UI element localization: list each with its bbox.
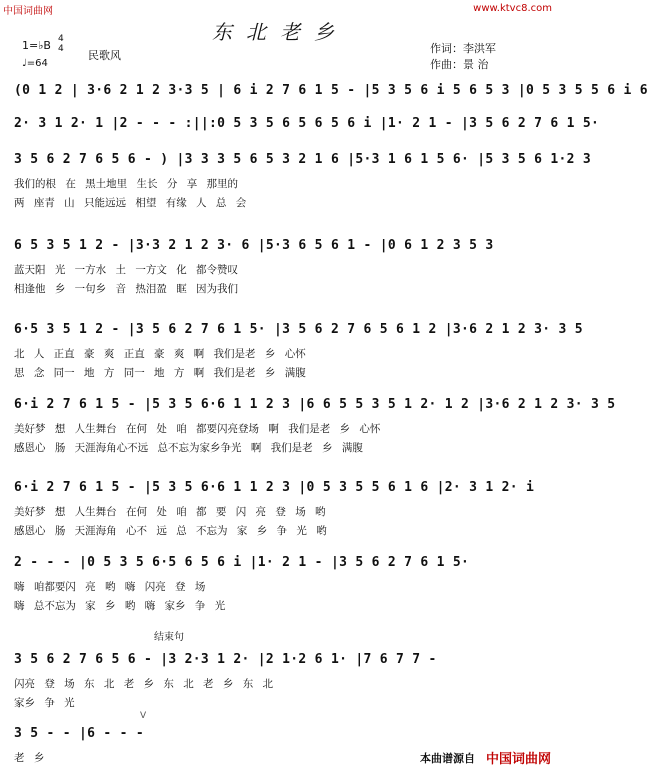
lyricist-credit: 作词：李洪军 <box>430 42 496 55</box>
music-line-9: 3 5 6 2 7 6 5 6 - |3 2·3 1 2· |2 1·2 6 1· |7 6 7 7 - <box>14 652 437 667</box>
score-title: 东北老乡 <box>212 20 348 44</box>
lyric-line-7-1: 美好梦 想 人生舞台 在何 处 咱 都 要 闪 亮 登 场 哟 <box>14 506 326 518</box>
lyric-line-4-1: 蓝天阳 光 一方水 土 一方文 化 都令赞叹 <box>14 264 239 276</box>
lyric-line-8-1: 嗨 咱都要闪 亮 哟 嗨 闪亮 登 场 <box>14 581 206 593</box>
tempo-mark: ♩=64 <box>22 58 48 69</box>
key-signature: 1=♭B <box>22 39 51 52</box>
music-line-4: 6 5 3 5 1 2 - |3·3 2 1 2 3· 6 |5·3 6 5 6 1 - |0 6 1 2 3 5 3 <box>14 238 494 253</box>
lyric-line-4-2: 相逢他 乡 一句乡 音 热泪盈 眶 因为我们 <box>14 283 239 295</box>
composer-credit: 作曲：景 治 <box>430 58 489 71</box>
time-signature-top: 4 <box>58 34 64 44</box>
style-label: 民歌风 <box>88 49 121 62</box>
lyric-line-3-1: 我们的根 在 黑土地里 生长 分 享 那里的 <box>14 178 239 190</box>
site-logo-left[interactable]: 中国词曲网 <box>3 6 53 17</box>
lyric-line-6-2: 感恩心 肠 天涯海角心不远 总不忘为家乡争光 啊 我们是老 乡 满腹 <box>14 442 363 454</box>
music-line-6: 6·i 2 7 6 1 5 - |5 3 5 6·6 1 1 2 3 |6 6 5 5 3 5 1 2· 1 2 |3·6 2 1 2 3· 3 5 <box>14 397 616 412</box>
site-url[interactable]: www.ktvc8.com <box>473 3 552 14</box>
lyric-line-5-2: 思 念 同一 地 方 同一 地 方 啊 我们是老 乡 满腹 <box>14 367 306 379</box>
music-line-8: 2 - - - |0 5 3 5 6·5 6 5 6 i |1· 2 1 - |3 5 6 2 7 6 1 5· <box>14 555 470 570</box>
footer-source-note: 本曲谱源自 <box>420 752 475 765</box>
music-line-5: 6·5 3 5 1 2 - |3 5 6 2 7 6 1 5· |3 5 6 2 7 6 5 6 1 2 |3·6 2 1 2 3· 3 5 <box>14 322 583 337</box>
lyric-line-8-2: 嗨 总不忘为 家 乡 哟 嗨 家乡 争 光 <box>14 600 226 612</box>
footer-site-logo[interactable]: 中国词曲网 <box>486 752 552 767</box>
lyric-line-5-1: 北 人 正直 豪 爽 正直 豪 爽 啊 我们是老 乡 心怀 <box>14 348 306 360</box>
lyric-line-6-1: 美好梦 想 人生舞台 在何 处 咱 都要闪亮登场 啊 我们是老 乡 心怀 <box>14 423 381 435</box>
lyric-line-7-2: 感恩心 肠 天涯海角 心不 远 总 不忘为 家 乡 争 光 哟 <box>14 525 327 537</box>
ending-marker: 结束句 <box>154 632 184 643</box>
time-signature-bottom: 4 <box>58 44 64 54</box>
time-signature <box>58 34 64 54</box>
music-line-2: 2· 3 1 2· 1 |2 - - - :||:0 5 3 5 6 5 6 5 6 i |1· 2 1 - |3 5 6 2 7 6 1 5· <box>14 116 600 131</box>
music-line-7: 6·i 2 7 6 1 5 - |5 3 5 6·6 1 1 2 3 |0 5 3 5 5 6 1 6 |2· 3 1 2· i <box>14 480 535 495</box>
lyric-line-3-2: 两 座青 山 只能远远 相望 有缘 人 总 会 <box>14 197 247 209</box>
music-line-1: (0 1 2 | 3·6 2 1 2 3·3 5 | 6 i 2 7 6 1 5 - |5 3 5 6 i 5 6 5 3 |0 5 3 5 5 6 i 6 <box>14 83 648 98</box>
breath-mark: V <box>140 711 147 721</box>
lyric-line-9-1: 闪亮 登 场 东 北 老 乡 东 北 老 乡 东 北 <box>14 678 274 690</box>
music-line-10: 3 5 - - |6 - - - <box>14 726 145 741</box>
lyric-line-10-1: 老 乡 <box>14 752 45 764</box>
music-line-3: 3 5 6 2 7 6 5 6 - ) |3 3 3 5 6 5 3 2 1 6 |5·3 1 6 1 5 6· |5 3 5 6 1·2 3 <box>14 152 591 167</box>
lyric-line-9-2: 家乡 争 光 <box>14 697 75 709</box>
